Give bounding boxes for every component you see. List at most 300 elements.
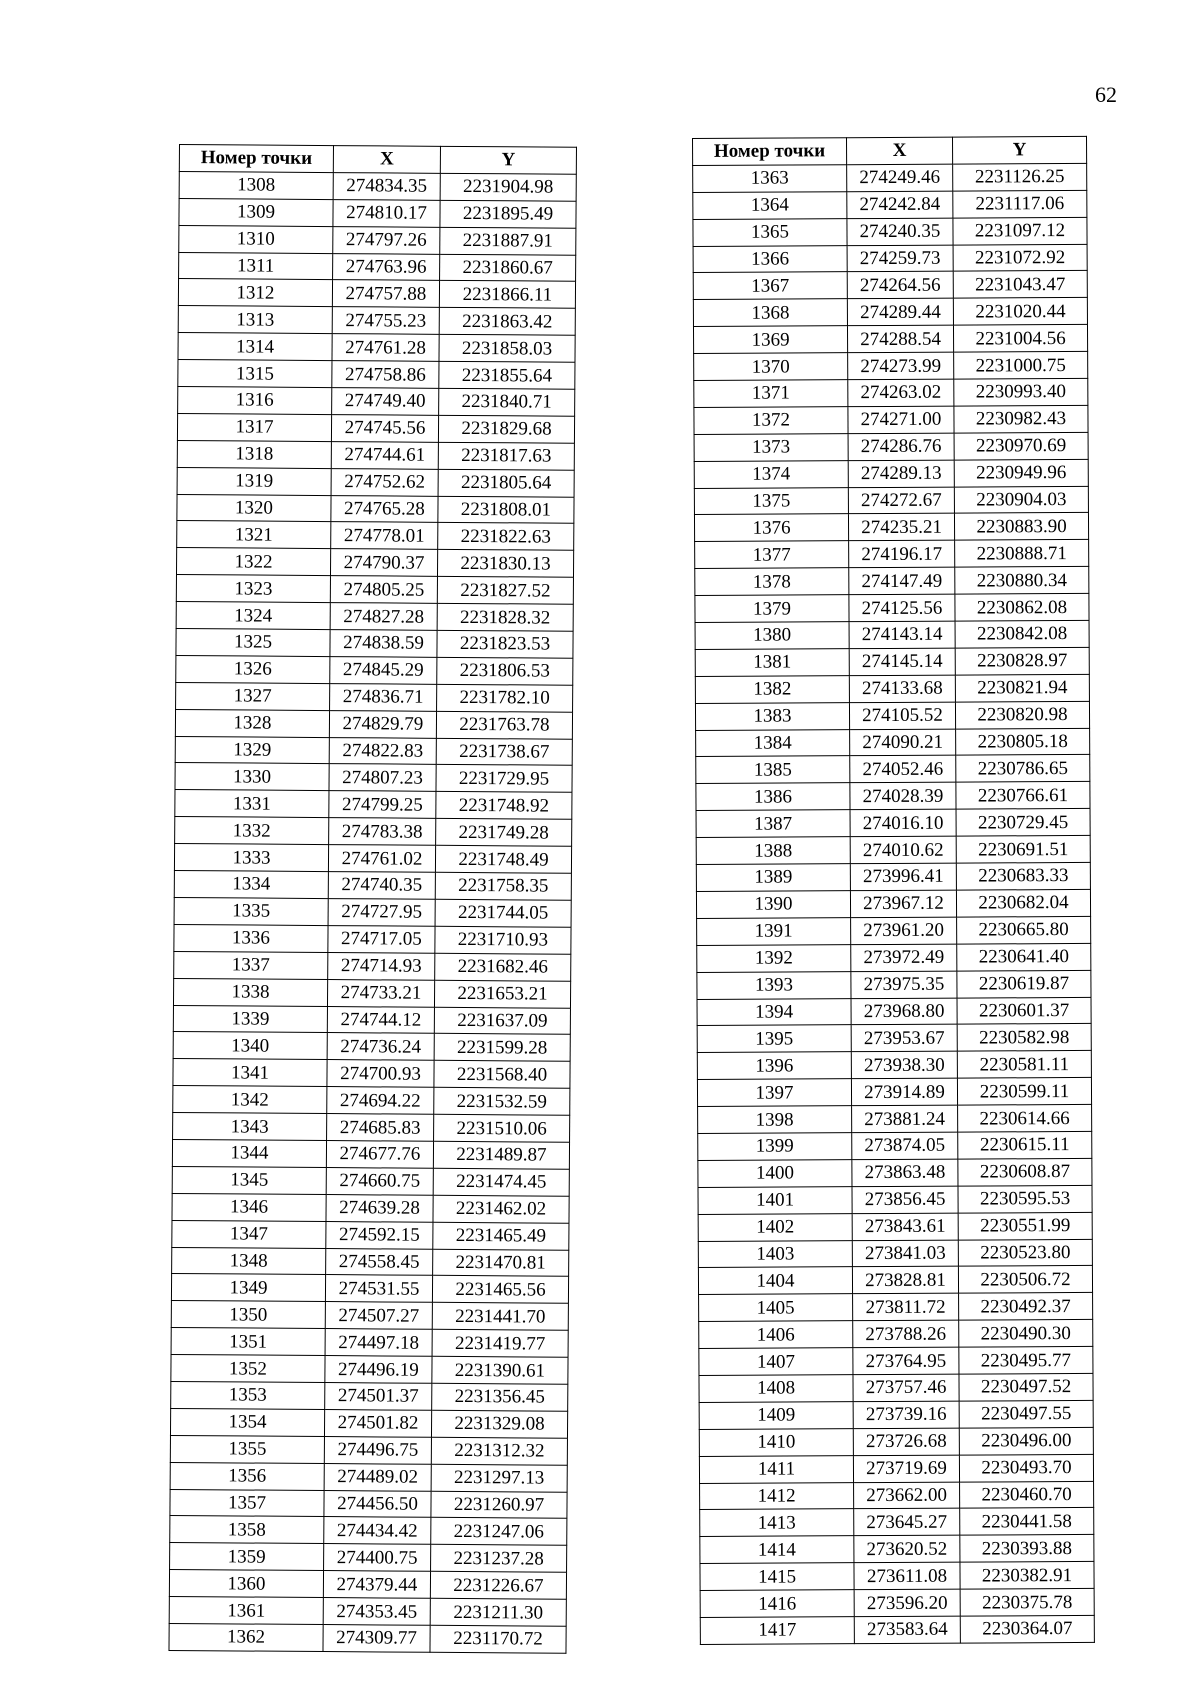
y-coordinate-cell: 2231510.06 [434, 1114, 570, 1142]
x-coordinate-cell: 274783.38 [329, 818, 436, 846]
point-number-cell: 1335 [174, 897, 328, 925]
point-number-cell: 1342 [173, 1086, 327, 1114]
point-number-cell: 1348 [172, 1247, 326, 1275]
point-number-cell: 1370 [694, 353, 848, 381]
table-row [173, 978, 570, 1008]
x-coordinate-cell: 274434.42 [324, 1517, 431, 1545]
point-number-cell: 1308 [179, 171, 333, 199]
table-row [695, 674, 1089, 703]
x-coordinate-cell: 274807.23 [329, 764, 436, 792]
x-coordinate-cell: 274755.23 [332, 307, 439, 335]
x-coordinate-cell: 274249.46 [847, 164, 953, 191]
y-coordinate-cell: 2231489.87 [433, 1141, 569, 1169]
point-number-cell: 1365 [693, 218, 847, 246]
header-point-number: Номер точки [693, 138, 847, 166]
x-coordinate-cell: 274827.28 [330, 603, 437, 631]
y-coordinate-cell: 2231758.35 [435, 872, 571, 900]
point-number-cell: 1398 [698, 1106, 852, 1134]
point-number-cell: 1330 [175, 763, 329, 791]
point-number-cell: 1329 [175, 736, 329, 764]
point-number-cell: 1333 [174, 844, 328, 872]
header-x: X [333, 146, 440, 174]
x-coordinate-cell: 274810.17 [333, 199, 440, 227]
y-coordinate-cell: 2230497.55 [959, 1400, 1093, 1428]
table-row [177, 521, 574, 551]
point-number-cell: 1313 [178, 306, 332, 334]
point-number-cell: 1341 [173, 1059, 327, 1087]
x-coordinate-cell: 274757.88 [332, 280, 439, 308]
table-row [175, 763, 572, 793]
x-coordinate-cell: 274660.75 [326, 1167, 433, 1195]
y-coordinate-cell: 2231806.53 [437, 657, 573, 685]
table-row [169, 1570, 566, 1600]
x-coordinate-cell: 273843.61 [852, 1213, 958, 1240]
y-coordinate-cell: 2230820.98 [955, 701, 1089, 729]
y-coordinate-cell: 2231829.68 [438, 415, 574, 443]
x-coordinate-cell: 274507.27 [325, 1302, 432, 1330]
point-number-cell: 1312 [178, 279, 332, 307]
y-coordinate-cell: 2230842.08 [955, 620, 1089, 648]
point-number-cell: 1340 [173, 1032, 327, 1060]
y-coordinate-cell: 2230490.30 [959, 1320, 1093, 1348]
x-coordinate-cell: 273968.80 [851, 998, 957, 1025]
point-number-cell: 1380 [695, 622, 849, 650]
point-number-cell: 1393 [697, 971, 851, 999]
table-row [693, 271, 1087, 300]
y-coordinate-cell: 2231827.52 [437, 577, 573, 605]
table-row [178, 279, 575, 309]
table-row [697, 916, 1091, 945]
y-coordinate-cell: 2231782.10 [437, 684, 573, 712]
y-coordinate-cell: 2231817.63 [438, 442, 574, 470]
y-coordinate-cell: 2230614.66 [958, 1104, 1092, 1132]
table-row [174, 897, 571, 927]
y-coordinate-cell: 2231043.47 [953, 271, 1087, 299]
y-coordinate-cell: 2230441.58 [960, 1508, 1094, 1536]
x-coordinate-cell: 274744.61 [331, 441, 438, 469]
point-number-cell: 1346 [172, 1193, 326, 1221]
x-coordinate-cell: 274288.54 [847, 325, 953, 352]
point-number-cell: 1361 [169, 1597, 323, 1625]
table-row [169, 1597, 566, 1627]
x-coordinate-cell: 274263.02 [848, 379, 954, 406]
point-number-cell: 1355 [170, 1435, 324, 1463]
table-row [696, 889, 1090, 918]
x-coordinate-cell: 274289.13 [848, 460, 954, 487]
x-coordinate-cell: 274558.45 [326, 1248, 433, 1276]
y-coordinate-cell: 2230665.80 [957, 916, 1091, 944]
table-row [177, 413, 574, 443]
table-row [699, 1373, 1093, 1402]
table-row [178, 306, 575, 336]
table-row [698, 1239, 1092, 1268]
y-coordinate-cell: 2230460.70 [960, 1481, 1094, 1509]
x-coordinate-cell: 274501.82 [324, 1409, 431, 1437]
coordinates-table-right [692, 136, 1095, 1645]
y-coordinate-cell: 2231419.77 [432, 1329, 568, 1357]
x-coordinate-cell: 274717.05 [328, 925, 435, 953]
table-row [175, 790, 572, 820]
point-number-cell: 1352 [171, 1355, 325, 1383]
table-row [700, 1589, 1094, 1618]
x-coordinate-cell: 274496.19 [325, 1356, 432, 1384]
y-coordinate-cell: 2230821.94 [955, 674, 1089, 702]
point-number-cell: 1336 [174, 924, 328, 952]
y-coordinate-cell: 2230993.40 [954, 378, 1088, 406]
table-row [694, 378, 1088, 407]
y-coordinate-cell: 2230581.11 [957, 1051, 1091, 1079]
x-coordinate-cell: 273938.30 [851, 1051, 957, 1078]
y-coordinate-cell: 2231020.44 [953, 298, 1087, 326]
x-coordinate-cell: 274489.02 [324, 1463, 431, 1491]
point-number-cell: 1322 [176, 548, 330, 576]
x-coordinate-cell: 274838.59 [330, 630, 437, 658]
table-row [176, 575, 573, 605]
table-row [698, 1158, 1092, 1187]
point-number-cell: 1324 [176, 602, 330, 630]
point-number-cell: 1392 [697, 944, 851, 972]
x-coordinate-cell: 274286.76 [848, 433, 954, 460]
table-row [173, 1113, 570, 1143]
y-coordinate-cell: 2230862.08 [955, 594, 1089, 622]
point-number-cell: 1332 [175, 817, 329, 845]
x-coordinate-cell: 273967.12 [850, 890, 956, 917]
y-coordinate-cell: 2230523.80 [958, 1239, 1092, 1267]
y-coordinate-cell: 2230805.18 [956, 728, 1090, 756]
x-coordinate-cell: 273811.72 [853, 1293, 959, 1320]
table-row [178, 387, 575, 417]
table-row [699, 1427, 1093, 1456]
y-coordinate-cell: 2231738.67 [436, 738, 572, 766]
point-number-cell: 1404 [698, 1267, 852, 1295]
point-number-cell: 1318 [177, 440, 331, 468]
point-number-cell: 1364 [693, 191, 847, 219]
point-number-cell: 1413 [700, 1509, 854, 1537]
point-number-cell: 1345 [172, 1166, 326, 1194]
table-row [173, 1032, 570, 1062]
y-coordinate-cell: 2231863.42 [439, 308, 575, 336]
y-coordinate-cell: 2230970.69 [954, 432, 1088, 460]
point-number-cell: 1417 [700, 1617, 854, 1645]
y-coordinate-cell: 2230608.87 [958, 1158, 1092, 1186]
x-coordinate-cell: 274143.14 [849, 621, 955, 648]
x-coordinate-cell: 273620.52 [854, 1535, 960, 1562]
x-coordinate-cell: 274271.00 [848, 406, 954, 433]
y-coordinate-cell: 2230982.43 [954, 405, 1088, 433]
table-row [174, 844, 571, 874]
y-coordinate-cell: 2231072.92 [953, 244, 1087, 272]
table-row [696, 755, 1090, 784]
x-coordinate-cell: 274353.45 [323, 1598, 430, 1626]
y-coordinate-cell: 2231441.70 [432, 1303, 568, 1331]
table-row [175, 736, 572, 766]
x-coordinate-cell: 274400.75 [324, 1544, 431, 1572]
table-row [698, 1266, 1092, 1295]
table-row [693, 325, 1087, 354]
y-coordinate-cell: 2231682.46 [435, 953, 571, 981]
x-coordinate-cell: 273856.45 [852, 1186, 958, 1213]
x-coordinate-cell: 274016.10 [850, 809, 956, 836]
x-coordinate-cell: 274273.99 [848, 352, 954, 379]
x-coordinate-cell: 274763.96 [333, 253, 440, 281]
x-coordinate-cell: 274259.73 [847, 245, 953, 272]
x-coordinate-cell: 274147.49 [849, 567, 955, 594]
x-coordinate-cell: 274052.46 [850, 756, 956, 783]
x-coordinate-cell: 273914.89 [851, 1078, 957, 1105]
header-x: X [847, 137, 953, 164]
x-coordinate-cell: 274790.37 [330, 549, 437, 577]
x-coordinate-cell: 274125.56 [849, 594, 955, 621]
y-coordinate-cell: 2231855.64 [439, 361, 575, 389]
y-coordinate-cell: 2230493.70 [959, 1454, 1093, 1482]
y-coordinate-cell: 2231805.64 [438, 469, 574, 497]
point-number-cell: 1375 [694, 487, 848, 515]
point-number-cell: 1363 [693, 165, 847, 193]
table-row [171, 1274, 568, 1304]
y-coordinate-cell: 2230393.88 [960, 1535, 1094, 1563]
x-coordinate-cell: 273739.16 [853, 1401, 959, 1428]
point-number-cell: 1328 [175, 709, 329, 737]
table-row [172, 1193, 569, 1223]
x-coordinate-cell: 274145.14 [849, 648, 955, 675]
table-row [170, 1543, 567, 1573]
table-row [171, 1381, 568, 1411]
point-number-cell: 1376 [694, 514, 848, 542]
y-coordinate-cell: 2231887.91 [440, 227, 576, 255]
table-row [176, 602, 573, 632]
point-number-cell: 1381 [695, 649, 849, 677]
y-coordinate-cell: 2231822.63 [438, 523, 574, 551]
y-coordinate-cell: 2231840.71 [439, 388, 575, 416]
y-coordinate-cell: 2231470.81 [433, 1249, 569, 1277]
y-coordinate-cell: 2231895.49 [440, 200, 576, 228]
table-row [171, 1355, 568, 1385]
table-row [699, 1293, 1093, 1322]
x-coordinate-cell: 274700.93 [327, 1060, 434, 1088]
point-number-cell: 1402 [698, 1213, 852, 1241]
x-coordinate-cell: 274822.83 [329, 737, 436, 765]
table-row [693, 298, 1087, 327]
table-row [699, 1454, 1093, 1483]
point-number-cell: 1358 [170, 1516, 324, 1544]
table-row [179, 198, 576, 228]
y-coordinate-cell: 2231830.13 [437, 550, 573, 578]
x-coordinate-cell: 273996.41 [850, 863, 956, 890]
y-coordinate-cell: 2231297.13 [431, 1464, 567, 1492]
table-row [700, 1535, 1094, 1564]
table-row [695, 567, 1089, 596]
table-row [694, 486, 1088, 515]
table-row [699, 1346, 1093, 1375]
x-coordinate-cell: 274272.67 [848, 487, 954, 514]
y-coordinate-cell: 2230641.40 [957, 943, 1091, 971]
table-row [698, 1104, 1092, 1133]
y-coordinate-cell: 2230729.45 [956, 809, 1090, 837]
y-coordinate-cell: 2230828.97 [955, 647, 1089, 675]
point-number-cell: 1316 [178, 387, 332, 415]
point-number-cell: 1362 [169, 1623, 323, 1651]
y-coordinate-cell: 2231729.95 [436, 765, 572, 793]
header-y: Y [952, 136, 1086, 164]
y-coordinate-cell: 2230786.65 [956, 755, 1090, 783]
y-coordinate-cell: 2231211.30 [430, 1598, 566, 1626]
x-coordinate-cell: 274758.86 [332, 361, 439, 389]
point-number-cell: 1373 [694, 433, 848, 461]
point-number-cell: 1405 [699, 1294, 853, 1322]
y-coordinate-cell: 2231904.98 [440, 173, 576, 201]
table-row [176, 655, 573, 685]
point-number-cell: 1369 [693, 326, 847, 354]
point-number-cell: 1409 [699, 1402, 853, 1430]
y-coordinate-cell: 2230599.11 [957, 1078, 1091, 1106]
point-number-cell: 1360 [169, 1570, 323, 1598]
x-coordinate-cell: 274752.62 [331, 468, 438, 496]
point-number-cell: 1339 [173, 1005, 327, 1033]
point-number-cell: 1408 [699, 1375, 853, 1403]
table-row [177, 467, 574, 497]
x-coordinate-cell: 273828.81 [852, 1267, 958, 1294]
y-coordinate-cell: 2231474.45 [433, 1168, 569, 1196]
x-coordinate-cell: 274531.55 [325, 1275, 432, 1303]
x-coordinate-cell: 274456.50 [324, 1490, 431, 1518]
x-coordinate-cell: 274010.62 [850, 836, 956, 863]
table-row [694, 513, 1088, 542]
y-coordinate-cell: 2230601.37 [957, 997, 1091, 1025]
point-number-cell: 1353 [171, 1381, 325, 1409]
y-coordinate-cell: 2230766.61 [956, 782, 1090, 810]
x-coordinate-cell: 274196.17 [849, 540, 955, 567]
x-coordinate-cell: 273961.20 [851, 917, 957, 944]
y-coordinate-cell: 2231356.45 [432, 1383, 568, 1411]
point-number-cell: 1367 [693, 272, 847, 300]
x-coordinate-cell: 274765.28 [331, 495, 438, 523]
x-coordinate-cell: 274309.77 [323, 1625, 430, 1653]
table-row [174, 871, 571, 901]
point-number-cell: 1337 [174, 951, 328, 979]
table-row [175, 817, 572, 847]
point-number-cell: 1371 [694, 380, 848, 408]
y-coordinate-cell: 2230883.90 [954, 513, 1088, 541]
x-coordinate-cell: 273972.49 [851, 944, 957, 971]
table-header-row [693, 136, 1087, 165]
point-number-cell: 1382 [695, 675, 849, 703]
table-row [693, 190, 1087, 219]
y-coordinate-cell: 2231532.59 [434, 1087, 570, 1115]
y-coordinate-cell: 2230691.51 [956, 836, 1090, 864]
point-number-cell: 1379 [695, 595, 849, 623]
point-number-cell: 1407 [699, 1348, 853, 1376]
table-row [696, 836, 1090, 865]
table-row [697, 1078, 1091, 1107]
y-coordinate-cell: 2231653.21 [434, 980, 570, 1008]
y-coordinate-cell: 2231465.56 [432, 1276, 568, 1304]
x-coordinate-cell: 274733.21 [327, 979, 434, 1007]
point-number-cell: 1384 [696, 729, 850, 757]
point-number-cell: 1311 [179, 252, 333, 280]
x-coordinate-cell: 273953.67 [851, 1025, 957, 1052]
point-number-cell: 1366 [693, 245, 847, 273]
x-coordinate-cell: 274028.39 [850, 783, 956, 810]
point-number-cell: 1372 [694, 407, 848, 435]
y-coordinate-cell: 2231860.67 [440, 254, 576, 282]
y-coordinate-cell: 2230492.37 [959, 1293, 1093, 1321]
x-coordinate-cell: 274133.68 [849, 675, 955, 702]
point-number-cell: 1323 [176, 575, 330, 603]
y-coordinate-cell: 2231808.01 [438, 496, 574, 524]
point-number-cell: 1343 [173, 1113, 327, 1141]
y-coordinate-cell: 2231004.56 [953, 325, 1087, 353]
point-number-cell: 1320 [177, 494, 331, 522]
table-row [179, 225, 576, 255]
x-coordinate-cell: 274592.15 [326, 1221, 433, 1249]
x-coordinate-cell: 274745.56 [331, 414, 438, 442]
y-coordinate-cell: 2231226.67 [430, 1571, 566, 1599]
point-number-cell: 1388 [696, 837, 850, 865]
table-row [178, 333, 575, 363]
table-row [177, 440, 574, 470]
table-row [700, 1615, 1094, 1644]
x-coordinate-cell: 274497.18 [325, 1329, 432, 1357]
y-coordinate-cell: 2231828.32 [437, 603, 573, 631]
point-number-cell: 1377 [695, 541, 849, 569]
y-coordinate-cell: 2231237.28 [431, 1545, 567, 1573]
point-number-cell: 1416 [700, 1590, 854, 1618]
x-coordinate-cell: 274799.25 [329, 791, 436, 819]
table-row [693, 217, 1087, 246]
table-row [700, 1562, 1094, 1591]
table-row [694, 405, 1088, 434]
point-number-cell: 1397 [697, 1079, 851, 1107]
y-coordinate-cell: 2231170.72 [430, 1625, 566, 1653]
x-coordinate-cell: 273863.48 [852, 1159, 958, 1186]
y-coordinate-cell: 2231312.32 [431, 1437, 567, 1465]
y-coordinate-cell: 2231462.02 [433, 1195, 569, 1223]
point-number-cell: 1378 [695, 568, 849, 596]
x-coordinate-cell: 273764.95 [853, 1347, 959, 1374]
y-coordinate-cell: 2230364.07 [960, 1615, 1094, 1643]
table-row [695, 647, 1089, 676]
header-y: Y [440, 146, 576, 174]
point-number-cell: 1310 [179, 225, 333, 253]
table-row [695, 701, 1089, 730]
point-number-cell: 1403 [698, 1240, 852, 1268]
x-coordinate-cell: 274496.75 [324, 1436, 431, 1464]
x-coordinate-cell: 274677.76 [326, 1141, 433, 1169]
table-row [697, 943, 1091, 972]
x-coordinate-cell: 274264.56 [847, 272, 953, 299]
point-number-cell: 1334 [174, 871, 328, 899]
x-coordinate-cell: 274829.79 [329, 710, 436, 738]
x-coordinate-cell: 274805.25 [330, 576, 437, 604]
y-coordinate-cell: 2231568.40 [434, 1061, 570, 1089]
x-coordinate-cell: 274714.93 [328, 952, 435, 980]
table-row [700, 1481, 1094, 1510]
table-row [173, 1005, 570, 1035]
point-number-cell: 1357 [170, 1489, 324, 1517]
point-number-cell: 1317 [177, 413, 331, 441]
table-row [169, 1623, 566, 1653]
table-row [694, 432, 1088, 461]
table-row [172, 1220, 569, 1250]
y-coordinate-cell: 2231329.08 [431, 1410, 567, 1438]
table-row [179, 252, 576, 282]
x-coordinate-cell: 273662.00 [854, 1482, 960, 1509]
y-coordinate-cell: 2230904.03 [954, 486, 1088, 514]
point-number-cell: 1349 [171, 1274, 325, 1302]
y-coordinate-cell: 2230382.91 [960, 1562, 1094, 1590]
y-coordinate-cell: 2231858.03 [439, 335, 575, 363]
point-number-cell: 1410 [699, 1428, 853, 1456]
